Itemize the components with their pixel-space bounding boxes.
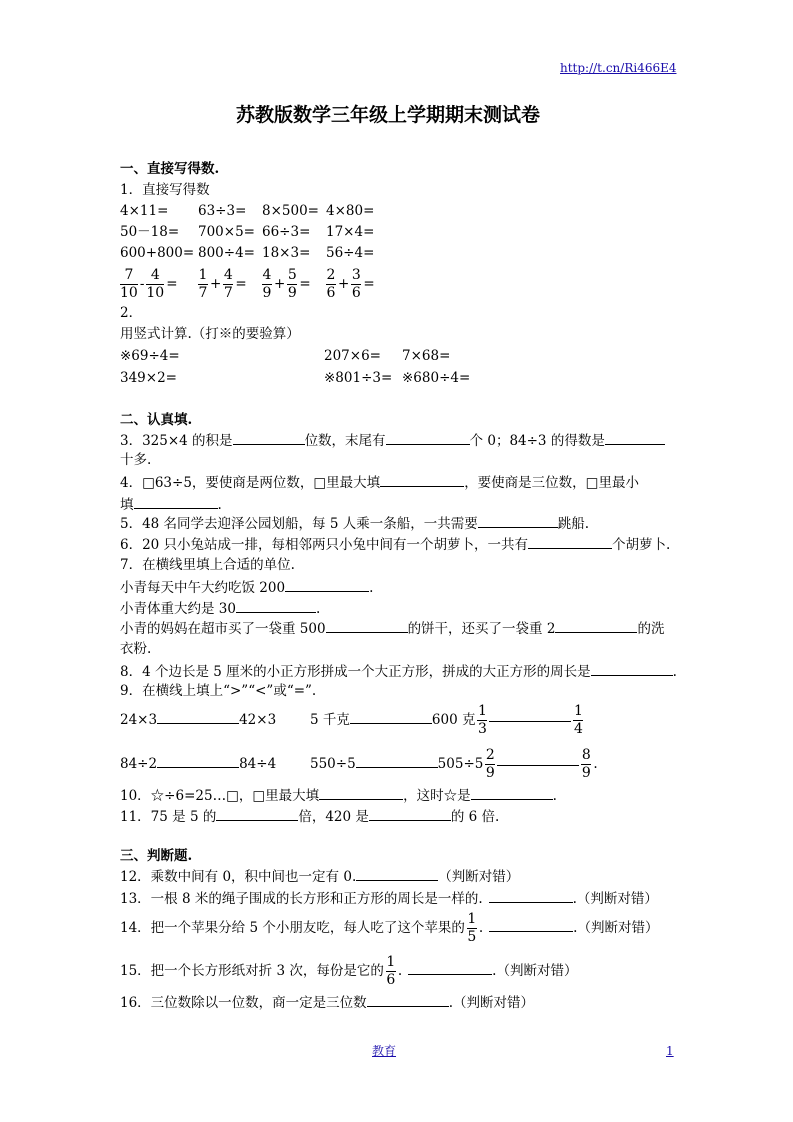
question-3-cont: 十多. — [120, 452, 152, 468]
answer-blank[interactable] — [605, 430, 665, 445]
answer-blank[interactable] — [157, 709, 239, 724]
question-12: 12．乘数中间有 0，积中间也一定有 0. （判断对错） — [120, 866, 519, 887]
calc-item: 56÷4= — [326, 245, 375, 261]
question-11: 11．75 是 5 的 倍，420 是 的 6 倍. — [120, 806, 499, 827]
footer-link[interactable]: 教育 — [372, 1044, 397, 1058]
section-1-heading: 一、直接写得数. — [120, 161, 220, 177]
fraction: $\frac{4}{7}$ — [223, 267, 233, 301]
vertical-calc-item: 7×68= — [402, 348, 451, 364]
question-1: 1．直接写得数 — [120, 182, 210, 198]
fraction: $\frac{7}{10}$ — [120, 267, 138, 301]
question-10: 10．☆÷6=25…□，□里最大填 ，这时☆是 . — [120, 785, 557, 806]
fraction: $\frac{2}{9}$ — [485, 747, 495, 781]
calc-item: 4×11= — [120, 203, 169, 219]
calc-item: 700×5= — [198, 224, 255, 240]
fraction-expression: $\frac{1}{7}$ + $\frac{4}{7}$ = — [198, 267, 247, 301]
answer-blank[interactable] — [471, 785, 553, 800]
compare-row-1: 24×3 42×3 — [120, 702, 276, 738]
calc-item: 18×3= — [262, 245, 311, 261]
answer-blank[interactable] — [478, 513, 558, 528]
calc-item: 600+800= — [120, 245, 195, 261]
answer-blank[interactable] — [350, 709, 432, 724]
answer-blank[interactable] — [157, 753, 239, 768]
vertical-calc-item: 207×6= — [324, 348, 381, 364]
answer-blank[interactable] — [216, 806, 298, 821]
answer-blank[interactable] — [489, 888, 573, 903]
section-3-heading: 三、判断题. — [120, 848, 193, 864]
answer-blank[interactable] — [489, 720, 571, 722]
fraction: $\frac{1}{3}$ — [477, 703, 487, 737]
vertical-calc-item: 349×2= — [120, 370, 177, 386]
calc-item: 17×4= — [326, 224, 375, 240]
fraction-expression: $\frac{4}{9}$ + $\frac{5}{9}$ = — [262, 267, 311, 301]
answer-blank[interactable] — [369, 806, 451, 821]
header-link[interactable]: http://t.cn/Ri466E4 — [560, 61, 677, 75]
compare-row-2b: 550÷5 505÷5 $\frac{2}{9}$ $\frac{8}{9}$ . — [310, 747, 598, 781]
fraction: $\frac{4}{10}$ — [146, 267, 165, 301]
answer-blank[interactable] — [386, 430, 470, 445]
question-4: 4．□63÷5，要使商是两位数，□里最大填 ，要使商是三位数，□里最小 — [120, 472, 639, 493]
fraction: $\frac{1}{5}$ — [467, 911, 477, 945]
question-16: 16．三位数除以一位数，商一定是三位数 .（判断对错） — [120, 992, 534, 1013]
question-14: 14．把一个苹果分给 5 个小朋友吃，每人吃了这个苹果的 $\frac{1}{5}$ . .（判断对错） — [120, 911, 659, 945]
page-number: 1 — [666, 1044, 674, 1058]
calc-item: 8×500= — [262, 203, 319, 219]
answer-blank[interactable] — [285, 577, 369, 592]
answer-blank[interactable] — [236, 598, 316, 613]
answer-blank[interactable] — [356, 753, 438, 768]
question-7c-cont: 衣粉. — [120, 641, 152, 657]
fraction: $\frac{5}{9}$ — [287, 267, 297, 301]
question-8: 8．4 个边长是 5 厘米的小正方形拼成一个大正方形，拼成的大正方形的周长是 . — [120, 661, 677, 682]
question-7b: 小青体重大约是 30 . — [120, 598, 320, 619]
question-2: 2． — [120, 305, 143, 321]
calc-item: 4×80= — [326, 203, 375, 219]
answer-blank[interactable] — [233, 430, 305, 445]
compare-row-1b: 5 千克 600 克 $\frac{1}{3}$ $\frac{1}{4}$ — [310, 703, 583, 737]
answer-blank[interactable] — [489, 917, 573, 932]
fraction: $\frac{8}{9}$ — [581, 747, 591, 781]
calc-item: 66÷3= — [262, 224, 311, 240]
fraction: $\frac{1}{7}$ — [198, 267, 208, 301]
answer-blank[interactable] — [408, 960, 492, 975]
answer-blank[interactable] — [356, 866, 438, 881]
answer-blank[interactable] — [591, 661, 673, 676]
question-7c: 小青的妈妈在超市买了一袋重 500 的饼干，还买了一袋重 2 的洗 — [120, 618, 664, 639]
question-4-cont: 填 . — [120, 494, 222, 515]
answer-blank[interactable] — [555, 618, 637, 633]
vertical-calc-item: ※801÷3= — [324, 370, 393, 386]
vertical-calc-item: ※69÷4= — [120, 348, 180, 364]
question-7: 7．在横线里填上合适的单位. — [120, 557, 295, 573]
fraction: $\frac{4}{9}$ — [262, 267, 272, 301]
answer-blank[interactable] — [380, 472, 464, 487]
question-5: 5．48 名同学去迎泽公园划船，每 5 人乘一条船，一共需要 跳船. — [120, 513, 589, 534]
question-7a: 小青每天中午大约吃饭 200 . — [120, 577, 373, 598]
question-9: 9．在横线上填上“>”“<”或“=”. — [120, 683, 317, 699]
compare-row-2: 84÷2 84÷4 — [120, 746, 276, 782]
page-title: 苏教版数学三年级上学期期末测试卷 — [236, 104, 541, 126]
section-2-heading: 二、认真填. — [120, 412, 193, 428]
answer-blank[interactable] — [528, 534, 612, 549]
fraction-expression: $\frac{7}{10}$ - $\frac{4}{10}$ = — [120, 267, 178, 301]
question-13: 13．一根 8 米的绳子围成的长方形和正方形的周长是一样的. .（判断对错） — [120, 888, 658, 909]
fraction: $\frac{3}{6}$ — [351, 267, 361, 301]
answer-blank[interactable] — [367, 992, 449, 1007]
question-3: 3．325×4 的积是 位数，末尾有 个 0；84÷3 的得数是 — [120, 430, 665, 451]
calc-item: 800÷4= — [198, 245, 255, 261]
calc-item: 63÷3= — [198, 203, 247, 219]
answer-blank[interactable] — [319, 785, 403, 800]
question-6: 6．20 只小兔站成一排，每相邻两只小兔中间有一个胡萝卜，一共有 个胡萝卜. — [120, 534, 670, 555]
fraction-expression: $\frac{2}{6}$ + $\frac{3}{6}$ = — [326, 267, 375, 301]
fraction: $\frac{1}{4}$ — [573, 703, 583, 737]
answer-blank[interactable] — [134, 494, 218, 509]
fraction: $\frac{2}{6}$ — [326, 267, 336, 301]
calc-item: 50－18= — [120, 224, 180, 240]
fraction: $\frac{1}{6}$ — [386, 954, 396, 988]
vertical-calc-item: ※680÷4= — [402, 370, 471, 386]
question-2-instruction: 用竖式计算.（打※的要验算） — [120, 326, 300, 342]
answer-blank[interactable] — [326, 618, 408, 633]
answer-blank[interactable] — [497, 764, 579, 766]
question-15: 15．把一个长方形纸对折 3 次，每份是它的 $\frac{1}{6}$ . .（判断对错） — [120, 954, 578, 988]
